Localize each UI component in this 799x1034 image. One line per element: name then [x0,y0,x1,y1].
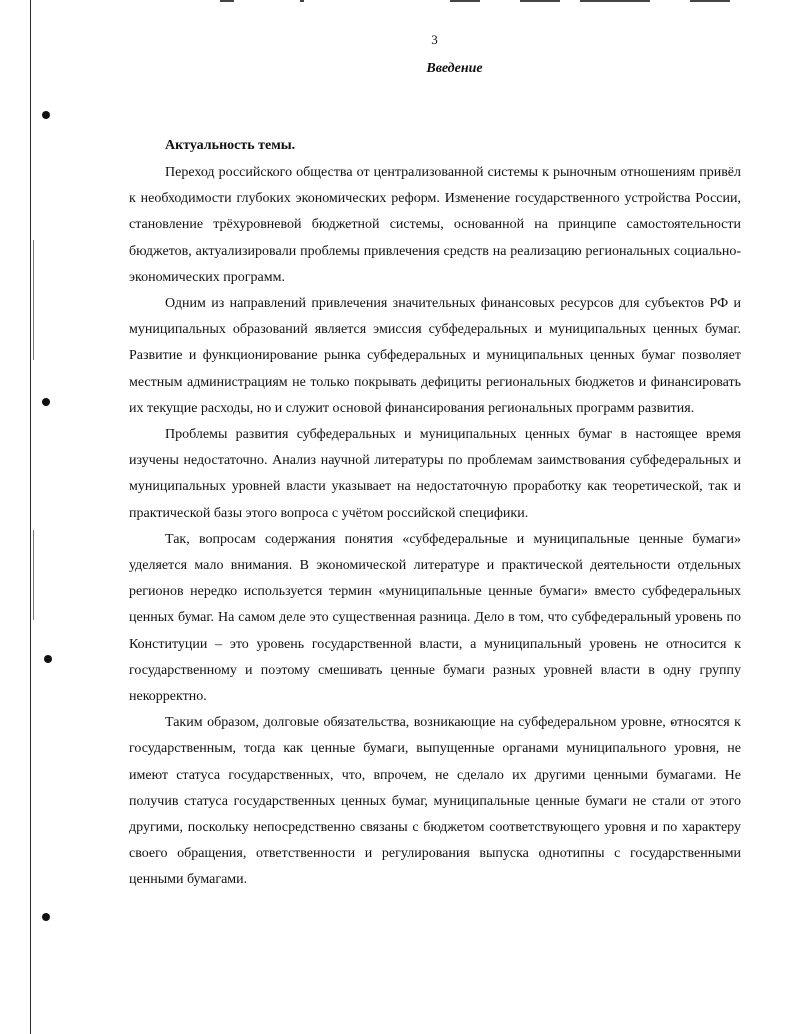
page-heading: Введение [426,61,483,76]
paragraph: Таким образом, долговые обязательства, возникающие на субфедеральном уровне, относятся к государственным, тогда как ценные бумаги, выпущенные органами муниципального уровня, не имеют статуса государственных, что, впрочем, не сделало их другими ценными бумагами. Не получив статуса государственных ценных бумаг, муниципальные ценные бумаги не стали от этого другими, поскольку непосредственно связаны с бюджетом соответствующего уровня и по характеру своего обращения, ответственности и регулирования выпуска однотипны с государственными ценными бумагами. [129,715,741,888]
binder-hole-mark [44,655,52,663]
paragraph: Так, вопросам содержания понятия «субфедеральные и муниципальные ценные бумаги» уделяется мало внимания. В экономической литературе и практической деятельности отдельных регионов нередко используется термин «муниципальные ценные бумаги» вместо субфедеральных ценных бумаг. На самом деле это существенная разница. Дело в том, что субфедеральный уровень по Конституции – это уровень государственной власти, а муниципальный уровень не относится к государственному и поэтому смешивать ценные бумаги разных уровней власти в одну группу некорректно. [129,531,741,705]
paragraph: Проблемы развития субфедеральных и муниципальных ценных бумаг в настоящее время изучены недостаточно. Анализ научной литературы по проблемам заимствования субфедеральных и муниципальных уровней власти указывает на недостаточную проработку как теоретической, так и практической базы этого вопроса с учётом российской специфики. [129,427,741,521]
scan-edge-line-tertiary [33,530,34,620]
binder-hole-mark [42,398,50,406]
paragraph: Одним из направлений привлечения значительных финансовых ресурсов для субъектов РФ и муниципальных образований является эмиссия субфедеральных и муниципальных ценных бумаг. Развитие и функционирование рынка субфедеральных и муниципальных ценных бумаг позволяет местным администрациям не только покрывать дефициты региональных бюджетов и финансировать их текущие расходы, но и служит основой финансирования региональных программ развития. [129,296,741,416]
paragraph: Переход российского общества от централизованной системы к рыночным отношениям привёл к необходимости глубоких экономических реформ. Изменение государственного устройства России, становление трёхуровневой бюджетной системы, основанной на принципе самостоятельности бюджетов, актуализировали проблемы привлечения средств на реализацию региональных социально-экономических программ. [129,165,741,285]
binder-hole-mark [42,111,50,119]
scan-top-mark [450,0,480,2]
scan-top-mark [690,0,730,2]
body-text [129,160,741,894]
scan-top-mark [580,0,650,2]
binder-hole-mark [42,913,50,921]
scan-top-mark [520,0,560,2]
scan-top-mark [220,0,234,2]
scan-edge-line [30,0,31,1034]
scan-top-mark [300,0,304,2]
section-title: Актуальность темы. [165,138,296,153]
page-number: 3 [431,32,438,47]
scan-edge-line-secondary [33,240,34,360]
